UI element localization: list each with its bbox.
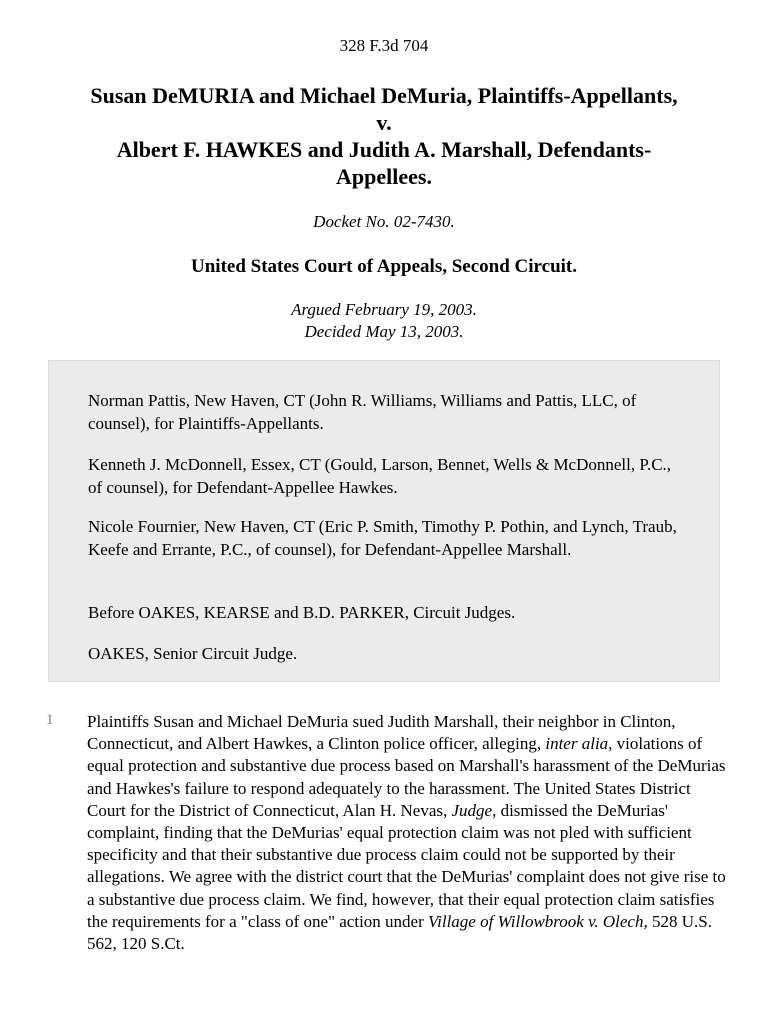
counsel-box [48, 360, 720, 682]
case-dates [0, 299, 768, 343]
paragraph-text: 528 U.S. 562, 120 S.Ct. [87, 911, 712, 954]
paragraph-text: violations of equal protection and substantive due process based on Marshall's harassment of the DeMurias and Hawkes's failure to respond adequately to the harassment. The United States District Court for the District of Connecticut, Alan H. Nevas, [87, 734, 726, 820]
argued-date: Argued February 19, 2003. [291, 300, 477, 319]
paragraph-italic-text: inter alia, [545, 734, 613, 754]
title-defendants-cont: Appellees. [336, 164, 432, 189]
paragraph-text: Plaintiffs Susan and Michael DeMuria sued Judith Marshall, their neighbor in Clinton, Connecticut, and Albert Hawkes, a Clinton police officer, alleging, [87, 712, 676, 754]
paragraph-text: dismissed the DeMurias' complaint, finding that the DeMurias' equal protection claim was not pled with sufficient specificity and that their substantive due process claim could not be supported by their allegations. We agree with the district court that the DeMurias' complaint does not give rise to a substantive due process claim. We find, however, that their equal protection claim satisfies the requirements for a "class of one" action under [87, 800, 726, 931]
title-plaintiffs: Susan DeMURIA and Michael DeMuria, Plaintiffs-Appellants, [90, 83, 678, 108]
case-title [40, 82, 728, 190]
counsel-hawkes: Kenneth J. McDonnell, Essex, CT (Gould, Larson, Bennet, Wells & McDonnell, P.C., of counsel), for Defendant-Appellee Hawkes. [88, 455, 672, 497]
docket-number: Docket No. 02-7430. [313, 212, 455, 231]
judges-panel: Before OAKES, KEARSE and B.D. PARKER, Circuit Judges. [88, 603, 516, 622]
opinion-paragraph [87, 711, 731, 955]
title-versus: v. [376, 110, 392, 135]
decided-date: Decided May 13, 2003. [304, 322, 464, 341]
court-name: United States Court of Appeals, Second Circuit. [191, 256, 577, 277]
paragraph-number: 1 [46, 712, 54, 728]
counsel-marshall: Nicole Fournier, New Haven, CT (Eric P. Smith, Timothy P. Pothin, and Lynch, Traub, Keefe and Errante, P.C., of counsel), for Defendant-Appellee Marshall. [88, 517, 677, 559]
case-citation: 328 F.3d 704 [339, 36, 429, 55]
title-defendants: Albert F. HAWKES and Judith A. Marshall, Defendants- [116, 137, 652, 162]
case-reference: Village of Willowbrook v. Olech, [428, 911, 648, 931]
counsel-plaintiffs: Norman Pattis, New Haven, CT (John R. Williams, Williams and Pattis, LLC, of counsel), for Plaintiffs-Appellants. [88, 391, 637, 433]
paragraph-italic-text: Judge, [451, 800, 497, 820]
opinion-author: OAKES, Senior Circuit Judge. [88, 644, 298, 663]
